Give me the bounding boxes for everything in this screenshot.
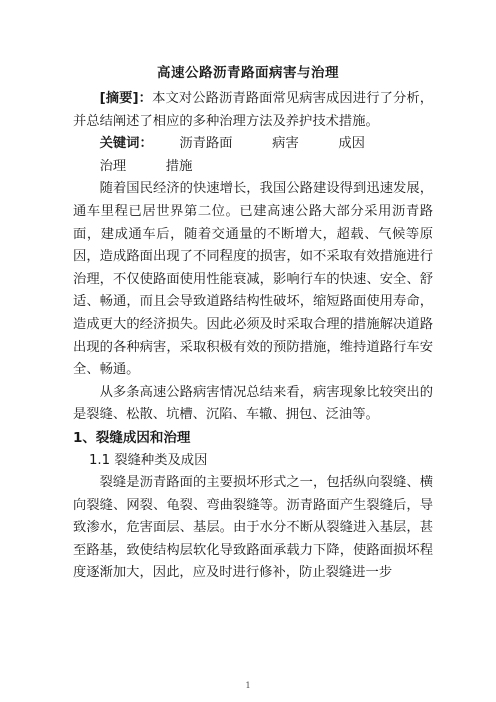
abstract-label: [摘要]： bbox=[99, 91, 153, 106]
document-body bbox=[73, 88, 433, 585]
abstract-paragraph bbox=[73, 88, 433, 133]
keyword-item: 沥青路面 bbox=[179, 136, 233, 152]
intro-paragraph: 随着国民经济的快速增长，我国公路建设得到迅速发展，通车里程已居世界第二位。已建高速公路大部分采用沥青路面，建成通车后，随着交通量的不断增大，超载、气候等原因，造成路面出现了不同程度的损害，如不采取有效措施进行治理，不仅使路面使用性能衰减，影响行车的快速、安全、舒适、畅通，而且会导致道路结构性破坏，缩短路面使用寿命，造成更大的经济损失。因此必须及时采取合理的措施解决道路出现的各种病害，采取积极有效的预防措施，维持道路行车安全、畅通。 bbox=[73, 181, 433, 378]
subsection-heading: 1.1 裂缝种类及成因 bbox=[88, 452, 208, 468]
document-title: 高速公路沥青路面病害与治理 bbox=[157, 65, 339, 81]
section-paragraph: 裂缝是沥青路面的主要损坏形式之一，包括纵向裂缝、横向裂缝、网裂、龟裂、弯曲裂缝等。沥青路面产生裂缝后，导致渗水，危害面层、基层。由于水分不断从裂缝进入基层，甚至路基，致使结构层软化导致路面承载力下降，使路面损坏程度逐渐加大，因此，应及时进行修补，防止裂缝进一步 bbox=[73, 475, 433, 581]
keywords-line bbox=[73, 133, 433, 178]
keywords-label: 关键词： bbox=[99, 136, 153, 152]
keyword-item: 措施 bbox=[165, 158, 193, 174]
keyword-item: 治理 bbox=[99, 158, 127, 174]
page-number: 1 bbox=[245, 681, 251, 690]
keyword-item: 病害 bbox=[272, 136, 299, 152]
abstract-text: 本文对公路沥青路面常见病害成因进行了分析，并总结阐述了相应的多种治理方法及养护技术措施。 bbox=[73, 91, 434, 129]
keyword-item: 成因 bbox=[338, 136, 365, 152]
section-heading: 1、裂缝成因和治理 bbox=[73, 429, 191, 446]
summary-paragraph: 从多条高速公路病害情况总结来看，病害现象比较突出的是裂缝、松散、坑槽、沉陷、车辙、拥包、泛油等。 bbox=[73, 384, 433, 423]
